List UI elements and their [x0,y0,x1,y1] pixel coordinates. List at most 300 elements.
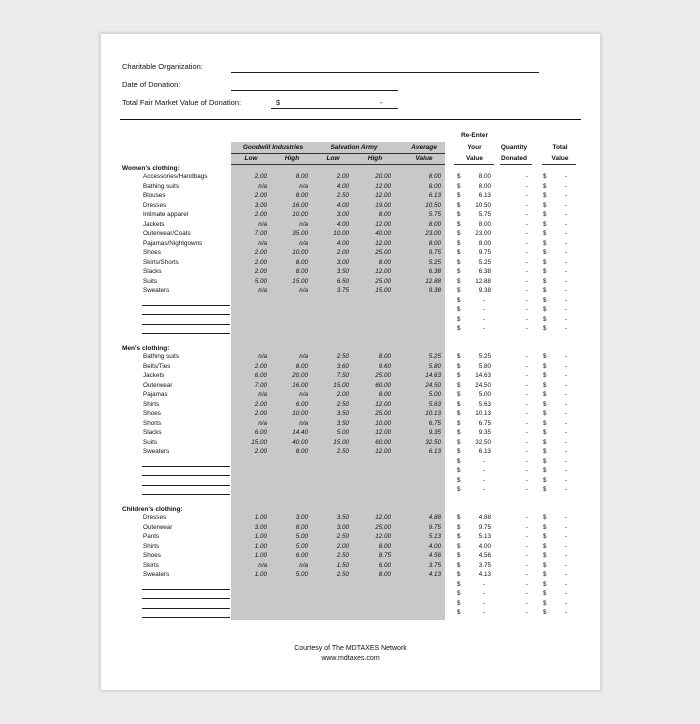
goodwill-low-value: n/a [258,287,267,294]
item-name: Shirts [143,542,160,550]
reenter-dollar: $ [457,410,461,417]
custom-item-line[interactable] [142,617,230,618]
reenter-your-value[interactable]: 9.75 [478,249,491,256]
quantity-rule [500,164,532,165]
quantity-donated-value[interactable]: - [525,287,528,294]
item-name: Jackets [143,220,165,228]
salvation-army-header: Salvation Army [330,144,378,151]
total-value: - [564,182,567,190]
item-name: Sweaters [143,571,170,578]
custom-item-line[interactable] [142,589,230,590]
goodwill-high-value: 5.00 [295,542,308,550]
reenter-dollar: $ [457,429,461,436]
custom-item-line[interactable] [142,494,230,495]
salvation-low-value: 3.00 [336,258,349,266]
reenter-dollar: $ [457,220,461,228]
item-name: Bathing suits [143,353,180,360]
total-value: - [564,533,567,540]
goodwill-low-value: n/a [258,391,267,398]
item-name: Dresses [143,201,167,209]
salvation-high-value: 12.00 [375,192,391,199]
quantity-donated-value[interactable]: - [525,258,528,266]
quantity-donated-value[interactable]: - [525,552,528,559]
reenter-your-value[interactable]: 14.63 [475,372,491,379]
quantity-donated-value[interactable]: - [525,561,528,569]
total-value: - [564,391,567,398]
quantity-donated-value[interactable]: - [525,268,528,275]
reenter-your-value[interactable]: 5.75 [478,211,491,218]
total-value: - [564,571,567,578]
quantity-donated-value[interactable]: - [525,599,528,607]
reenter-dollar: $ [457,249,461,256]
quantity-donated-value[interactable]: - [525,201,528,209]
total-value: - [564,580,567,588]
reenter-your-value[interactable]: 5.00 [478,391,491,398]
average-value: 9.38 [428,287,441,294]
total-value: - [564,372,567,379]
total-dollar: $ [543,410,547,417]
total-dollar: $ [543,571,547,578]
salvation-high-value: 12.00 [375,268,391,275]
total-dollar: $ [543,182,547,190]
item-name: Skirts/Shorts [143,258,179,266]
reenter-dollar: $ [457,552,461,559]
total-dollar: $ [543,258,547,266]
average-value: 4.00 [428,542,441,550]
quantity-donated-value[interactable]: - [525,372,528,379]
quantity-donated-value[interactable]: - [525,192,528,199]
quantity-donated-value[interactable]: - [525,400,528,408]
goodwill-low-value: 1.00 [254,514,267,521]
charitable-organization-label: Charitable Organization: [122,62,203,71]
goodwill-low-value: 2.00 [254,362,267,370]
item-name: Shoes [143,410,161,417]
reenter-blank-value[interactable]: - [482,599,485,607]
quantity-donated-value[interactable]: - [525,533,528,540]
salvation-low-value: 3.00 [336,523,349,531]
total-value: - [564,268,567,275]
total-dollar: $ [543,514,547,521]
custom-item-line[interactable] [142,598,230,599]
total-value: - [564,400,567,408]
quantity-donated-value[interactable]: - [525,410,528,417]
footer-url: www.mdtaxes.com [321,655,380,662]
salvation-low-value: 2.50 [336,353,349,360]
salvation-high-value: 8.00 [378,571,391,578]
goodwill-high-value: 35.00 [292,230,308,237]
total-dollar: $ [543,419,547,427]
quantity-donated-value[interactable]: - [525,277,528,285]
quantity-donated-value[interactable]: - [525,609,528,616]
item-name: Bathing suits [143,182,180,190]
reenter-dollar: $ [457,590,461,597]
salvation-high-value: 12.00 [375,533,391,540]
reenter-blank-value[interactable]: - [482,306,485,313]
reenter-dollar: $ [457,400,461,408]
average-value: 5.25 [428,258,441,266]
quantity-donated-value[interactable]: - [525,448,528,455]
total-dollar: $ [543,315,547,323]
date-of-donation-field[interactable] [231,90,398,91]
reenter-dollar: $ [457,486,461,493]
header-divider [120,119,581,120]
custom-item-line[interactable] [142,314,230,315]
reenter-your-value[interactable]: 8.00 [478,173,491,180]
average-value: 4.56 [428,552,441,559]
goodwill-low-value: 7.00 [254,230,267,237]
total-value: - [564,552,567,559]
reenter-your-value[interactable]: 10.13 [475,410,491,417]
reenter-dollar: $ [457,438,461,446]
salvation-high-value: 12.00 [375,182,391,190]
total-dollar: $ [543,467,547,474]
quantity-donated-value[interactable]: - [525,362,528,370]
total-value: - [564,590,567,597]
goodwill-header: Goodwill Industries [242,144,304,151]
quantity-donated-value[interactable]: - [525,325,528,332]
total-dollar: $ [543,220,547,228]
header-rule [231,153,445,154]
reenter-blank-value[interactable]: - [482,486,485,493]
total-dollar: $ [543,552,547,559]
total-dollar: $ [543,201,547,209]
goodwill-low-value: 2.00 [254,211,267,218]
reenter-dollar: $ [457,296,461,304]
item-name: Slacks [143,429,162,436]
reenter-your-value[interactable]: 24.50 [475,381,491,389]
average-value: 3.75 [428,561,441,569]
reenter-your-value[interactable]: 4.56 [478,552,491,559]
goodwill-high-value: n/a [299,287,308,294]
average-value: 8.00 [428,173,441,180]
reenter-blank-value[interactable]: - [482,457,485,465]
goodwill-low-value: 2.00 [254,400,267,408]
quantity-donated-value[interactable]: - [525,211,528,218]
quantity-donated-value[interactable]: - [525,514,528,521]
goodwill-high-value: 8.00 [295,192,308,199]
quantity-donated-value[interactable]: - [525,249,528,256]
quantity-donated-value[interactable]: - [525,486,528,493]
custom-item-line[interactable] [142,475,230,476]
total-value: - [564,448,567,455]
quantity-donated-value[interactable]: - [525,457,528,465]
salvation-low-value: 2.50 [336,192,349,199]
average-value: 12.88 [425,277,441,285]
reenter-your-value[interactable]: 6.13 [478,448,491,455]
salvation-low-value: 4.00 [336,182,349,190]
charitable-organization-field[interactable] [231,72,539,73]
reenter-your-value[interactable]: 4.88 [478,514,491,521]
total-header-1: Total [552,144,568,151]
quantity-donated-value[interactable]: - [525,438,528,446]
goodwill-high-value: 8.00 [295,173,308,180]
total-dollar: $ [543,192,547,199]
average-value: 6.75 [428,419,441,427]
total-rule [542,164,576,165]
total-dollar: $ [543,381,547,389]
total-value: - [564,381,567,389]
item-name: Dresses [143,514,167,521]
total-dollar: $ [543,476,547,484]
total-value: - [564,325,567,332]
salvation-low-value: 2.50 [336,533,349,540]
salvation-low-value: 7.50 [336,372,349,379]
goodwill-low-value: 2.00 [254,192,267,199]
goodwill-high-value: 16.00 [292,381,308,389]
reenter-your-value[interactable]: 6.75 [478,419,491,427]
quantity-donated-value[interactable]: - [525,429,528,436]
reenter-dollar: $ [457,542,461,550]
reenter-dollar: $ [457,173,461,180]
quantity-donated-value[interactable]: - [525,230,528,237]
total-value: - [564,609,567,616]
total-dollar: $ [543,211,547,218]
salvation-high-value: 10.00 [375,419,391,427]
quantity-donated-value[interactable]: - [525,571,528,578]
average-value: 5.25 [428,353,441,360]
reenter-blank-value[interactable]: - [482,590,485,597]
reenter-dollar: $ [457,192,461,199]
quantity-donated-value[interactable]: - [525,220,528,228]
total-fmv-dollar: $ [276,98,281,107]
custom-item-line[interactable] [142,608,230,609]
goodwill-high-value: 8.00 [295,362,308,370]
average-value: 24.50 [425,381,441,389]
reenter-dollar: $ [457,467,461,474]
total-value: - [564,514,567,521]
total-dollar: $ [543,580,547,588]
item-name: Suits [143,277,157,285]
reenter-your-value[interactable]: 9.75 [478,523,491,531]
quantity-donated-value[interactable]: - [525,381,528,389]
goodwill-high-value: n/a [299,239,308,247]
total-value: - [564,438,567,446]
reenter-your-value[interactable]: 6.38 [478,268,491,275]
reenter-dollar: $ [457,287,461,294]
quantity-donated-value[interactable]: - [525,353,528,360]
quantity-donated-value[interactable]: - [525,239,528,247]
salvation-low-value: 3.50 [336,410,349,417]
average-value: 9.35 [428,429,441,436]
goodwill-low-value: 5.00 [254,277,267,285]
quantity-donated-value[interactable]: - [525,306,528,313]
total-value: - [564,287,567,294]
item-name: Blouses [143,192,166,199]
reenter-dollar: $ [457,580,461,588]
reenter-dollar: $ [457,419,461,427]
total-dollar: $ [543,561,547,569]
quantity-donated-value[interactable]: - [525,296,528,304]
reenter-your-value[interactable]: 4.13 [478,571,491,578]
average-value: 6.38 [428,268,441,275]
reenter-your-value[interactable]: 12.88 [475,277,491,285]
quantity-donated-value[interactable]: - [525,315,528,323]
reenter-dollar: $ [457,239,461,247]
goodwill-high-value: 5.00 [295,533,308,540]
goodwill-low-value: 2.00 [254,410,267,417]
total-dollar: $ [543,599,547,607]
total-dollar: $ [543,268,547,275]
quantity-donated-value[interactable]: - [525,523,528,531]
quantity-donated-value[interactable]: - [525,467,528,474]
reenter-blank-value[interactable]: - [482,476,485,484]
goodwill-low-value: 2.00 [254,268,267,275]
reenter-your-value[interactable]: 8.00 [478,220,491,228]
quantity-donated-value[interactable]: - [525,580,528,588]
donation-worksheet-page [100,33,601,691]
total-value: - [564,249,567,256]
salvation-high-value: 15.00 [375,287,391,294]
reenter-your-value[interactable]: 5.25 [478,258,491,266]
salvation-low-value: 6.50 [336,277,349,285]
reenter-your-value[interactable]: 9.35 [478,429,491,436]
average-value: 23.00 [425,230,441,237]
reenter-blank-value[interactable]: - [482,315,485,323]
quantity-donated-value[interactable]: - [525,173,528,180]
reenter-your-value[interactable]: 5.25 [478,353,491,360]
reenter-dollar: $ [457,325,461,332]
item-name: Outerwear/Coats [143,230,191,237]
average-value: 6.13 [428,448,441,455]
custom-item-line[interactable] [142,485,230,486]
salvation-low-value: 3.50 [336,419,349,427]
salvation-high-value: 25.00 [375,372,391,379]
reenter-dollar: $ [457,448,461,455]
average-value: 8.00 [428,239,441,247]
reenter-dollar: $ [457,391,461,398]
quantity-donated-value[interactable]: - [525,182,528,190]
goodwill-high-header: High [284,155,300,162]
reenter-dollar: $ [457,372,461,379]
total-fmv-field[interactable] [271,108,398,109]
salvation-high-value: 25.00 [375,277,391,285]
item-name: Intimate apparel [143,211,189,218]
reenter-dollar: $ [457,514,461,521]
reenter-your-value[interactable]: 5.13 [478,533,491,540]
goodwill-low-value: n/a [258,561,267,569]
quantity-donated-value[interactable]: - [525,391,528,398]
item-name: Belts/Ties [143,362,171,370]
total-dollar: $ [543,542,547,550]
reenter-your-value[interactable]: 5.63 [478,400,491,408]
total-value: - [564,486,567,493]
reenter-dollar: $ [457,533,461,540]
total-dollar: $ [543,438,547,446]
goodwill-high-value: n/a [299,419,308,427]
goodwill-low-value: 2.00 [254,258,267,266]
goodwill-high-value: n/a [299,561,308,569]
goodwill-high-value: 5.00 [295,571,308,578]
average-value: 14.63 [425,372,441,379]
average-header-1: Average [411,144,437,151]
salvation-low-value: 10.00 [333,230,349,237]
goodwill-high-value: 8.00 [295,448,308,455]
reenter-your-value[interactable]: 4.00 [478,542,491,550]
reenter-your-value[interactable]: 8.00 [478,239,491,247]
item-name: Shoes [143,552,161,559]
reenter-header-3: Value [466,155,483,162]
quantity-donated-value[interactable]: - [525,542,528,550]
total-value: - [564,296,567,304]
salvation-high-value: 8.00 [378,391,391,398]
goodwill-high-value: 10.00 [292,211,308,218]
total-value: - [564,306,567,313]
total-value: - [564,315,567,323]
item-name: Outerwear [143,381,173,389]
average-value: 6.13 [428,192,441,199]
goodwill-high-value: n/a [299,220,308,228]
total-dollar: $ [543,353,547,360]
reenter-dollar: $ [457,457,461,465]
salvation-low-value: 3.50 [336,268,349,275]
custom-item-line[interactable] [142,324,230,325]
goodwill-low-value: n/a [258,353,267,360]
total-value: - [564,457,567,465]
reenter-your-value[interactable]: 6.13 [478,192,491,199]
quantity-donated-value[interactable]: - [525,590,528,597]
reenter-dollar: $ [457,609,461,616]
item-name: Accessories/Handbags [143,173,208,180]
salvation-low-value: 2.00 [336,173,349,180]
item-name: Pajamas/Nightgowns [143,239,203,247]
salvation-high-value: 12.00 [375,400,391,408]
reenter-dollar: $ [457,306,461,313]
reenter-your-value[interactable]: 8.00 [478,182,491,190]
item-name: Shoes [143,249,161,256]
goodwill-low-value: 7.00 [254,381,267,389]
reenter-your-value[interactable]: 3.75 [478,561,491,569]
quantity-donated-value[interactable]: - [525,419,528,427]
average-value: 8.00 [428,220,441,228]
salvation-high-value: 9.60 [378,362,391,370]
reenter-dollar: $ [457,362,461,370]
reenter-your-value[interactable]: 32.50 [475,438,491,446]
custom-item-line[interactable] [142,305,230,306]
reenter-your-value[interactable]: 10.50 [475,201,491,209]
reenter-your-value[interactable]: 9.38 [478,287,491,294]
reenter-blank-value[interactable]: - [482,580,485,588]
item-name: Suits [143,438,157,446]
salvation-high-value: 25.00 [375,410,391,417]
goodwill-low-value: 1.00 [254,533,267,540]
average-value: 32.50 [425,438,441,446]
quantity-header-1: Quantity [500,144,528,151]
total-value: - [564,599,567,607]
custom-item-line[interactable] [142,466,230,467]
item-name: Pajamas [143,391,168,398]
salvation-high-value: 8.00 [378,258,391,266]
total-dollar: $ [543,277,547,285]
total-dollar: $ [543,362,547,370]
goodwill-low-value: 1.00 [254,552,267,559]
reenter-blank-value[interactable]: - [482,609,485,616]
reenter-blank-value[interactable]: - [482,467,485,474]
reenter-your-value[interactable]: 5.80 [478,362,491,370]
reenter-blank-value[interactable]: - [482,325,485,332]
total-value: - [564,353,567,360]
custom-item-line[interactable] [142,333,230,334]
goodwill-high-value: 16.00 [292,201,308,209]
goodwill-low-value: 2.00 [254,448,267,455]
salvation-low-value: 4.00 [336,201,349,209]
reenter-dollar: $ [457,476,461,484]
reenter-dollar: $ [457,182,461,190]
goodwill-low-value: 2.00 [254,173,267,180]
reenter-your-value[interactable]: 23.00 [475,230,491,237]
quantity-donated-value[interactable]: - [525,476,528,484]
reenter-blank-value[interactable]: - [482,296,485,304]
salvation-high-value: 12.00 [375,239,391,247]
